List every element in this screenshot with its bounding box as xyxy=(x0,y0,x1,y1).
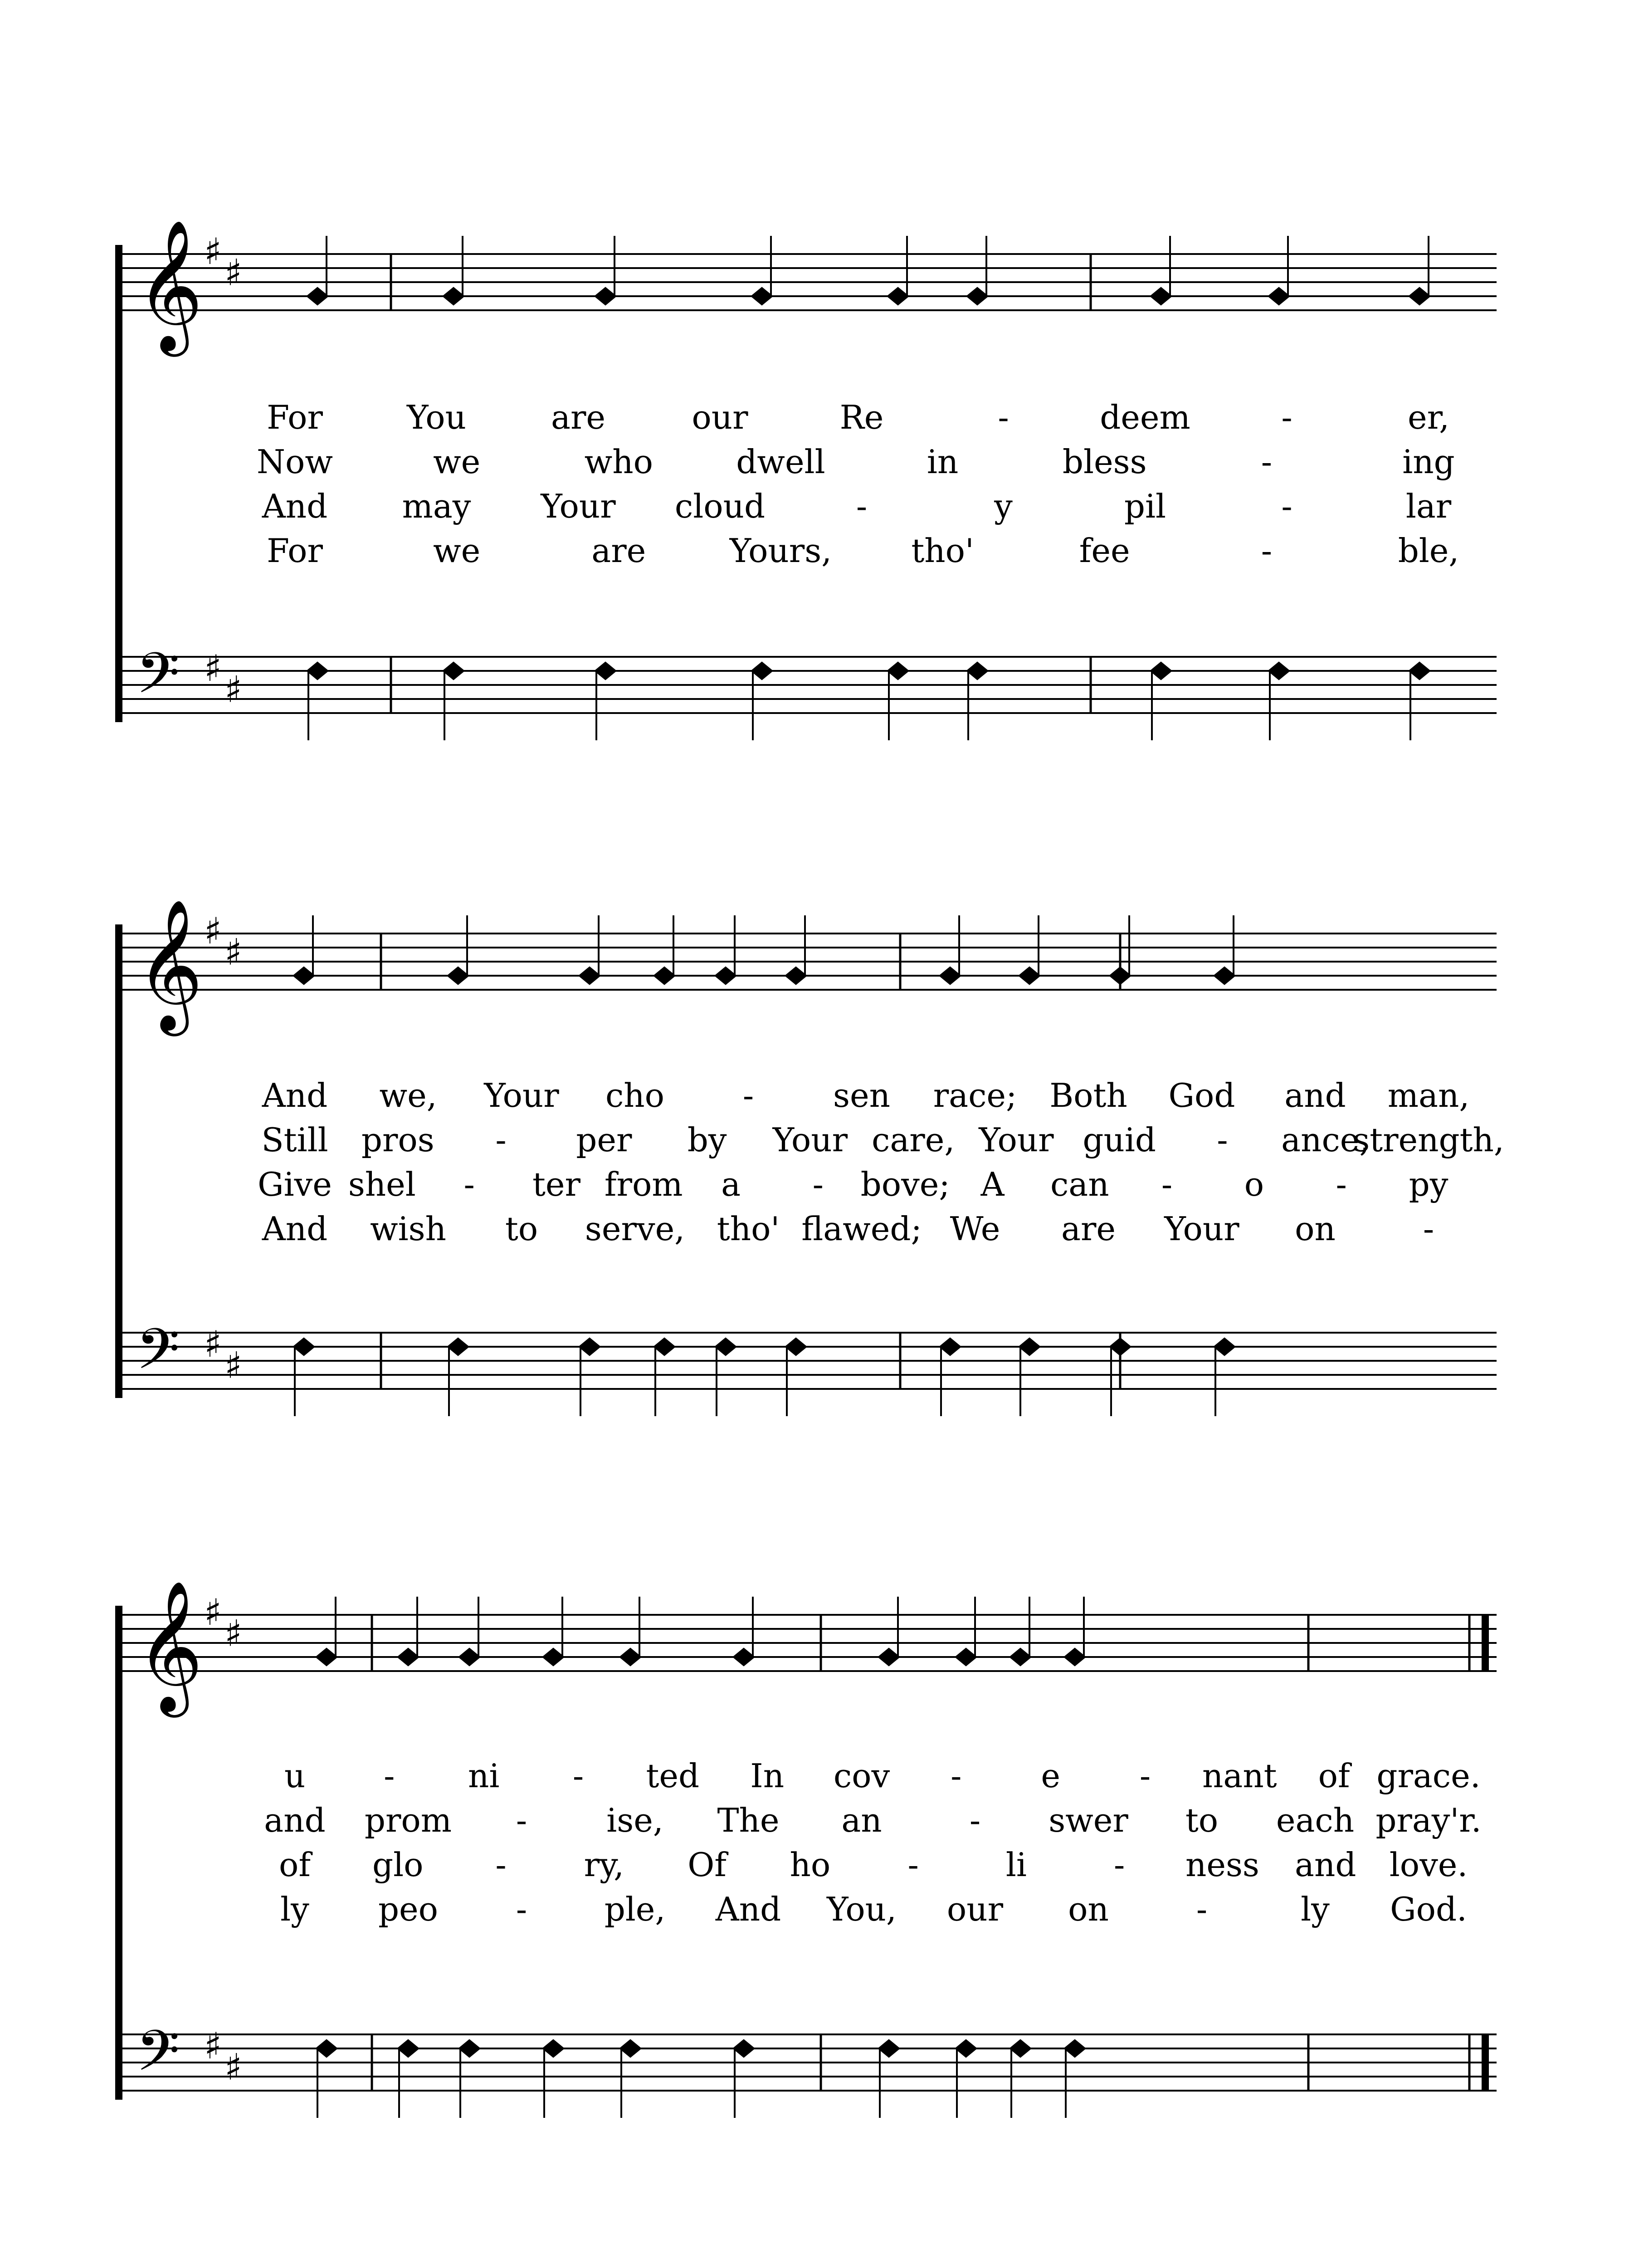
note-head xyxy=(786,1339,806,1355)
treble-clef-icon: 𝄞 xyxy=(136,219,203,351)
note-head xyxy=(1019,1339,1039,1355)
lyric-syllable: of xyxy=(279,1846,311,1884)
lyric-syllable: ly xyxy=(1301,1890,1330,1928)
lyric-syllable: - xyxy=(1261,532,1273,570)
lyric-syllable: - xyxy=(1139,1757,1151,1795)
lyric-syllable: - xyxy=(1281,398,1292,436)
lyric-syllable: can xyxy=(1050,1165,1109,1203)
lyric-syllable: - xyxy=(951,1757,962,1795)
lyric-syllable: You, xyxy=(827,1890,897,1928)
lyric-syllable: A xyxy=(980,1165,1005,1203)
bass-staff xyxy=(117,641,1497,740)
lyric-syllable: God xyxy=(1168,1076,1235,1114)
lyric-syllable: Your xyxy=(1164,1210,1239,1248)
note-head xyxy=(940,968,960,984)
lyric-syllable: peo xyxy=(378,1890,439,1928)
lyric-syllable: to xyxy=(505,1210,538,1248)
sharp-icon: ♯ xyxy=(204,1323,222,1365)
note-head xyxy=(786,968,806,984)
note-head xyxy=(1065,1649,1085,1665)
bass-clef-icon: 𝄢 xyxy=(136,1317,180,1396)
note-head xyxy=(940,1339,960,1355)
sharp-icon: ♯ xyxy=(224,1344,242,1387)
lyric-syllable: - xyxy=(907,1846,919,1884)
lyric-syllable: swer xyxy=(1049,1801,1128,1839)
lyric-syllable: of xyxy=(1318,1757,1350,1795)
lyric-syllable: Yours, xyxy=(729,532,832,570)
note-head xyxy=(1065,2040,1085,2057)
lyric-syllable: - xyxy=(516,1801,527,1839)
sharp-icon: ♯ xyxy=(224,668,242,711)
note-head xyxy=(595,288,615,304)
note-head xyxy=(307,288,327,304)
lyric-syllable: ple, xyxy=(604,1890,666,1928)
lyric-syllable: ise, xyxy=(606,1801,663,1839)
note-head xyxy=(444,663,463,679)
lyric-syllable: ness xyxy=(1185,1846,1259,1884)
lyric-syllable: from xyxy=(604,1165,683,1203)
treble-staff xyxy=(117,898,1497,1036)
lyric-syllable: bless xyxy=(1062,443,1147,481)
lyric-syllable: man, xyxy=(1387,1076,1470,1114)
lyric-syllable: strength, xyxy=(1353,1121,1504,1159)
note-head xyxy=(1269,288,1289,304)
note-head xyxy=(956,1649,976,1665)
lyric-syllable: on xyxy=(1295,1210,1336,1248)
lyric-syllable: For xyxy=(267,398,323,436)
lyric-syllable: and xyxy=(1295,1846,1356,1884)
lyric-syllable: - xyxy=(1196,1890,1208,1928)
lyric-syllable: fee xyxy=(1079,532,1130,570)
sharp-icon: ♯ xyxy=(204,910,222,952)
note-head xyxy=(580,968,600,984)
lyric-syllable: who xyxy=(584,443,653,481)
note-head xyxy=(294,968,314,984)
lyric-syllable: ho xyxy=(790,1846,831,1884)
lyric-syllable: by xyxy=(687,1121,727,1159)
lyric-syllable: our xyxy=(946,1890,1004,1928)
lyric-syllable: are xyxy=(1061,1210,1116,1248)
note-head xyxy=(317,1649,337,1665)
lyric-syllable: race; xyxy=(933,1076,1017,1114)
lyric-syllable: pray'r. xyxy=(1375,1801,1482,1839)
lyric-syllable: Your xyxy=(484,1076,559,1114)
sharp-icon: ♯ xyxy=(224,251,242,294)
lyric-syllable: The xyxy=(717,1801,780,1839)
note-head xyxy=(1010,1649,1030,1665)
lyric-syllable: cho xyxy=(605,1076,665,1114)
lyric-syllable: And xyxy=(715,1890,781,1928)
note-head xyxy=(448,968,468,984)
lyric-syllable: li xyxy=(1005,1846,1027,1884)
lyric-syllable: lar xyxy=(1405,487,1452,525)
lyric-syllable: pros xyxy=(361,1121,434,1159)
lyric-syllable: And xyxy=(262,1210,328,1248)
note-head xyxy=(543,2040,563,2057)
bass-staff xyxy=(117,2019,1497,2118)
system-bracket xyxy=(115,924,122,1398)
lyric-syllable: For xyxy=(267,532,323,570)
note-head xyxy=(752,288,772,304)
lyric-syllable: serve, xyxy=(585,1210,685,1248)
treble-staff xyxy=(117,1579,1497,1718)
note-head xyxy=(956,2040,976,2057)
lyric-syllable: wish xyxy=(370,1210,446,1248)
note-head xyxy=(734,1649,754,1665)
lyric-syllable: - xyxy=(495,1846,507,1884)
note-head xyxy=(1214,968,1234,984)
lyric-syllable: tho' xyxy=(717,1210,780,1248)
lyric-syllable: - xyxy=(1281,487,1292,525)
lyric-syllable: sen xyxy=(833,1076,890,1114)
lyric-syllable: to xyxy=(1185,1801,1219,1839)
lyric-syllable: God. xyxy=(1390,1890,1467,1928)
bass-clef-icon: 𝄢 xyxy=(136,2019,180,2097)
lyric-syllable: - xyxy=(856,487,868,525)
note-head xyxy=(398,1649,418,1665)
system-2 xyxy=(115,898,1504,1416)
lyric-syllable: a xyxy=(721,1165,741,1203)
note-head xyxy=(967,663,987,679)
lyric-syllable: flawed; xyxy=(801,1210,922,1248)
sharp-icon: ♯ xyxy=(204,230,222,273)
lyric-syllable: e xyxy=(1041,1757,1060,1795)
note-head xyxy=(459,1649,479,1665)
note-head xyxy=(1010,2040,1030,2057)
lyric-syllable: pil xyxy=(1124,487,1166,525)
lyric-syllable: And xyxy=(262,1076,328,1114)
lyric-syllable: - xyxy=(1114,1846,1125,1884)
lyric-syllable: Your xyxy=(979,1121,1054,1159)
lyric-syllable: Both xyxy=(1049,1076,1127,1114)
lyric-syllable: Now xyxy=(257,443,333,481)
note-head xyxy=(294,1339,314,1355)
lyric-syllable: ted xyxy=(646,1757,700,1795)
lyric-syllable: - xyxy=(742,1076,754,1114)
lyric-syllable: - xyxy=(1261,443,1273,481)
system-1 xyxy=(115,219,1497,740)
note-head xyxy=(654,968,674,984)
lyric-syllable: we xyxy=(433,532,481,570)
note-head xyxy=(595,663,615,679)
lyric-syllable: - xyxy=(812,1165,824,1203)
sharp-icon: ♯ xyxy=(224,2046,242,2088)
lyric-syllable: prom xyxy=(364,1801,452,1839)
note-head xyxy=(879,2040,899,2057)
system-3 xyxy=(115,1579,1497,2118)
sharp-icon: ♯ xyxy=(224,931,242,973)
lyric-syllable: ter xyxy=(532,1165,580,1203)
lyric-syllable: may xyxy=(402,487,471,525)
lyric-syllable: each xyxy=(1276,1801,1355,1839)
note-head xyxy=(459,2040,479,2057)
lyric-syllable: Give xyxy=(258,1165,332,1203)
note-head xyxy=(317,2040,337,2057)
lyric-syllable: u xyxy=(284,1757,306,1795)
lyric-syllable: ly xyxy=(280,1890,309,1928)
note-head xyxy=(398,2040,418,2057)
lyric-syllable: are xyxy=(591,532,646,570)
lyric-syllable: - xyxy=(1336,1165,1347,1203)
lyric-syllable: - xyxy=(969,1801,981,1839)
note-head xyxy=(888,288,908,304)
note-head xyxy=(580,1339,600,1355)
lyric-syllable: - xyxy=(1217,1121,1228,1159)
lyric-syllable: guid xyxy=(1083,1121,1156,1159)
note-head xyxy=(888,663,908,679)
note-head xyxy=(543,1649,563,1665)
sharp-icon: ♯ xyxy=(204,647,222,689)
lyric-syllable: - xyxy=(1161,1165,1173,1203)
lyric-syllable: dwell xyxy=(736,443,825,481)
lyric-syllable: ance, xyxy=(1281,1121,1370,1159)
lyric-syllable: Of xyxy=(688,1846,727,1884)
lyric-syllable: on xyxy=(1068,1890,1109,1928)
treble-clef-icon: 𝄞 xyxy=(136,1579,203,1711)
note-head xyxy=(1269,663,1289,679)
note-head xyxy=(307,663,327,679)
note-head xyxy=(654,1339,674,1355)
lyric-syllable: grace. xyxy=(1376,1757,1481,1795)
treble-clef-icon: 𝄞 xyxy=(136,898,203,1030)
note-head xyxy=(1151,288,1171,304)
lyric-syllable: our xyxy=(692,398,748,436)
bass-staff xyxy=(117,1317,1497,1416)
lyric-syllable: Re xyxy=(839,398,884,436)
lyric-syllable: cov xyxy=(833,1757,890,1795)
note-head xyxy=(734,2040,754,2057)
lyric-syllable: - xyxy=(1423,1210,1434,1248)
lyric-syllable: are xyxy=(551,398,605,436)
lyric-syllable: we, xyxy=(379,1076,437,1114)
note-head xyxy=(1151,663,1171,679)
lyric-syllable: In xyxy=(750,1757,785,1795)
lyric-syllable: we xyxy=(433,443,481,481)
note-head xyxy=(716,968,736,984)
note-head xyxy=(716,1339,736,1355)
bass-clef-icon: 𝄢 xyxy=(136,641,180,720)
lyric-syllable: - xyxy=(495,1121,507,1159)
note-head xyxy=(1410,663,1429,679)
lyric-syllable: per xyxy=(576,1121,632,1159)
note-head xyxy=(752,663,772,679)
lyric-syllable: Your xyxy=(541,487,616,525)
lyric-syllable: and xyxy=(1284,1076,1346,1114)
sharp-icon: ♯ xyxy=(204,2025,222,2067)
lyric-syllable: ry, xyxy=(584,1846,624,1884)
lyric-syllable: And xyxy=(262,487,328,525)
lyric-syllable: care, xyxy=(872,1121,955,1159)
lyric-syllable: tho' xyxy=(911,532,974,570)
sharp-icon: ♯ xyxy=(224,1612,242,1655)
lyric-syllable: Still xyxy=(261,1121,328,1159)
lyric-syllable: - xyxy=(463,1165,475,1203)
lyric-syllable: - xyxy=(998,398,1009,436)
lyric-syllable: and xyxy=(264,1801,326,1839)
lyric-syllable: nant xyxy=(1202,1757,1277,1795)
note-head xyxy=(620,2040,640,2057)
note-head xyxy=(1019,968,1039,984)
lyric-syllable: - xyxy=(572,1757,584,1795)
lyric-syllable: - xyxy=(384,1757,395,1795)
lyric-syllable: love. xyxy=(1389,1846,1468,1884)
sharp-icon: ♯ xyxy=(204,1591,222,1633)
lyric-syllable: ing xyxy=(1402,443,1455,481)
lyric-syllable: in xyxy=(927,443,959,481)
note-head xyxy=(1214,1339,1234,1355)
treble-staff xyxy=(117,219,1497,357)
lyric-syllable: ble, xyxy=(1398,532,1459,570)
lyric-syllable: glo xyxy=(372,1846,424,1884)
lyric-syllable: py xyxy=(1409,1165,1449,1203)
note-head xyxy=(1410,288,1429,304)
lyric-syllable: an xyxy=(841,1801,882,1839)
lyric-syllable: ni xyxy=(468,1757,500,1795)
note-head xyxy=(444,288,463,304)
lyric-syllable: We xyxy=(950,1210,1000,1248)
lyric-syllable: Your xyxy=(772,1121,848,1159)
lyric-syllable: You xyxy=(407,398,466,436)
system-bracket xyxy=(115,245,122,722)
lyric-syllable: y xyxy=(994,487,1013,525)
lyric-syllable: deem xyxy=(1100,398,1190,436)
lyric-syllable: - xyxy=(516,1890,527,1928)
note-head xyxy=(448,1339,468,1355)
system-bracket xyxy=(115,1606,122,2100)
note-head xyxy=(620,1649,640,1665)
lyric-syllable: o xyxy=(1244,1165,1264,1203)
lyric-syllable: bove; xyxy=(860,1165,950,1203)
note-head xyxy=(879,1649,899,1665)
lyric-syllable: shel xyxy=(348,1165,416,1203)
lyric-syllable: cloud xyxy=(674,487,766,525)
note-head xyxy=(967,288,987,304)
lyric-syllable: er, xyxy=(1407,398,1450,436)
